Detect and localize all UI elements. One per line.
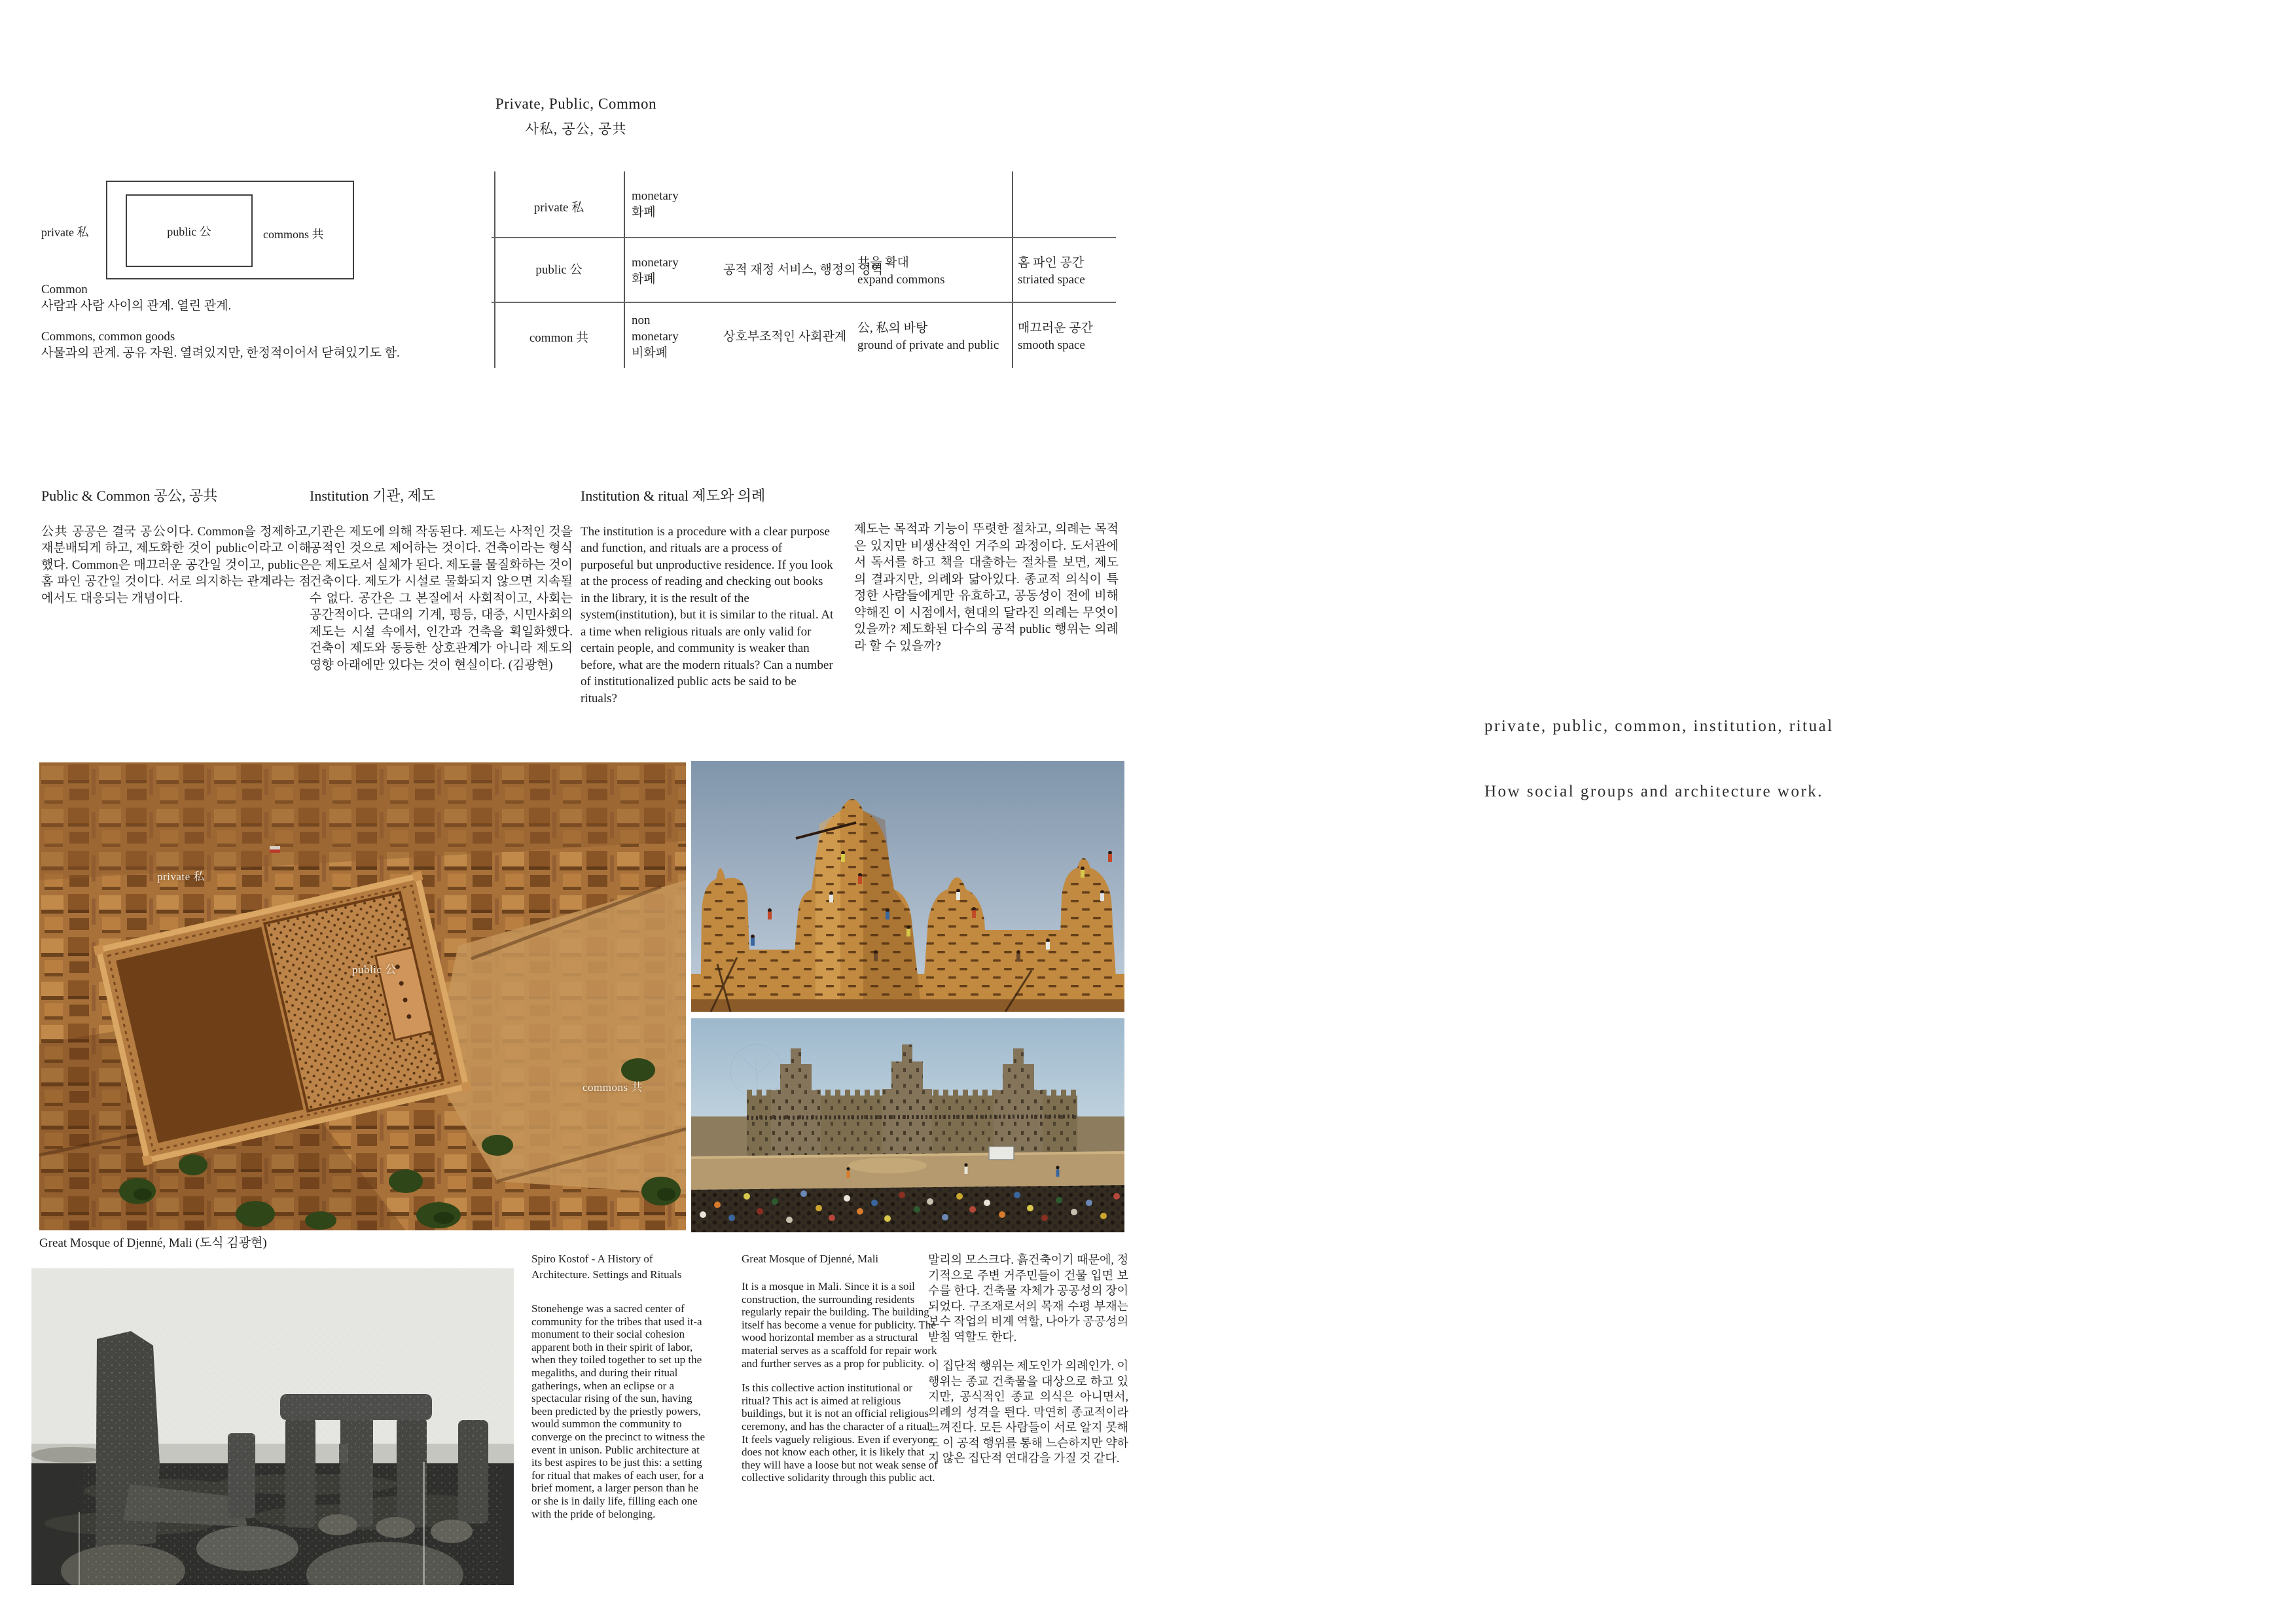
commons-def-body: 사물과의 관계. 공유 자원. 열려있지만, 한정적이어서 닫혀있기도 함.: [41, 346, 400, 360]
cell-line: 매끄러운 공간: [1018, 321, 1093, 335]
page-subtitle: 사私, 공公, 공共: [525, 121, 627, 137]
thesis-note: How social groups and architecture work.: [1484, 783, 1823, 800]
diagram-outer-box: [106, 181, 354, 279]
cell-line: 共을 확대: [857, 256, 909, 270]
stonehenge-photo: [31, 1268, 514, 1585]
bottom-column-djenne-en: [742, 1251, 938, 1496]
bottom-column-kostof: [531, 1251, 707, 1520]
diagram-private-label: private 私: [41, 226, 89, 239]
title-block: [412, 96, 740, 138]
paragraph: 말리의 모스크다. 흙건축이기 때문에, 정기적으로 주변 거주민들이 건물 입면 보수를 한다. 건축물 자체가 공공성의 장이 되었다. 구조재로서의 목재 수평 부재는 보수 작업의 비계 역할, 나아가 공공성의 받침 역할도 한다.: [928, 1253, 1128, 1344]
table-cell-money: [632, 312, 679, 361]
bottom-column-djenne-ko: [928, 1253, 1128, 1480]
cell-line: monetary: [632, 256, 679, 270]
cell-line: 公, 私의 바탕: [857, 321, 928, 335]
table-cell-relation: 공적 재정 서비스, 행정의 영역: [723, 263, 883, 277]
cell-line: 비화폐: [632, 346, 668, 360]
table-vline: [1012, 171, 1013, 368]
white-board: [989, 1147, 1014, 1160]
cell-line: monetary: [632, 330, 679, 344]
replastering-photo-graphic: [691, 761, 1124, 1012]
table-cell-role: [857, 320, 999, 354]
common-def-body: 사람과 사람 사이의 관계. 열린 관계.: [41, 299, 232, 313]
diagram-inner-box: [126, 194, 253, 267]
column-heading: Institution & ritual 제도와 의례: [581, 488, 766, 504]
table-cell-space: [1018, 320, 1093, 354]
column-heading: Institution 기관, 제도: [310, 488, 435, 504]
cell-line: expand commons: [857, 273, 945, 287]
table-cell-role: [857, 255, 945, 289]
column-heading: Great Mosque of Djenné, Mali: [742, 1253, 879, 1265]
cell-line: 홈 파인 공간: [1018, 256, 1085, 270]
column-body: 公共 공공은 결국 공公이다. Common을 정제하고, 재분배되게 하고, 제도화한 것이 public이라고 이해했다. Common은 매끄러운 공간일 것이고, public은 홈 파인 공간일 것이다. 서로 의지하는 관계라는 점에서도 대응되는 개념이다.: [41, 524, 311, 605]
table-cell-money: [632, 188, 679, 221]
table-vline: [624, 171, 625, 368]
table-row-label: common 共: [529, 331, 589, 345]
table-hline: [492, 237, 1116, 238]
keywords-note: private, public, common, institution, ritual: [1484, 717, 1834, 735]
aerial-photo-caption: Great Mosque of Djenné, Mali (도식 김광현): [39, 1236, 267, 1250]
cell-line: 화폐: [632, 205, 656, 219]
diagram-public-label: public 公: [167, 224, 211, 238]
replastering-photo: [691, 761, 1124, 1012]
cell-line: monetary: [632, 189, 679, 203]
table-row-label: private 私: [533, 201, 584, 215]
cell-line: non: [632, 313, 651, 327]
column-body: 기관은 제도에 의해 작동된다. 제도는 사적인 것을 공적인 것으로 제어하는 것이다. 건축이라는 형식은 제도로서 실체가 된다. 제도를 물질화하는 것이 건축이다. 제도가 시설로 물화되지 않으면 지속될 수 없다. 공간은 그 본질에서 사회적이고, 사회는 공간적이다. 근대의 기계, 평등, 대중, 시민사회의 제도는 시설 속에서, 인간과 건축을 획일화했다. 건축이 제도와 동등한 상호관계가 아니라 제도의 영향 아래에만 있다는 것이 현실이다. (김광현): [310, 524, 573, 672]
cell-line: smooth space: [1018, 338, 1085, 352]
table-cell-money: [632, 255, 679, 287]
table-row-label: public 公: [535, 263, 583, 277]
paragraph: Is this collective action institutional or ritual? This act is aimed at religious buildings, but it is not an official religious ceremony, and has the character of a ritual. It feels vaguely religious. Even if everyone does not know each other, it is likely that they will have a loose but not weak sense of collective solidarity through this public act.: [742, 1382, 938, 1484]
aerial-photo-djenne: [39, 762, 686, 1230]
column-public-and-common: [41, 488, 311, 607]
concept-table: [484, 171, 1145, 368]
crowd-photo: [691, 1018, 1124, 1232]
paragraph: 이 집단적 행위는 제도인가 의례인가. 이 행위는 종교 건축물을 대상으로 하고 있지만, 공식적인 종교 의식은 아니면서, 의례의 성격을 띈다. 막연히 종교적이라 느껴진다. 모든 사람들이 서로 알지 못해도 이 공적 행위를 통해 느슨하지만 약하지 않은 집단적 연대감을 가질 것 같다.: [928, 1359, 1128, 1465]
column-body: 제도는 목적과 기능이 뚜렷한 절차고, 의례는 목적은 있지만 비생산적인 거주의 과정이다. 도서관에서 독서를 하고 책을 대출하는 절차를 보면, 제도의 결과지만, 의례와 닮아있다. 종교적 의식이 특정한 사람들에게만 유효하고, 공동성이 전에 비해 약해진 이 시점에서, 현대의 달라진 의례는 무엇이 있을까? 제도화된 다수의 공적 public 행위는 의례라 할 수 있을까?: [854, 522, 1119, 653]
column-body: Stonehenge was a sacred center of community for the tribes that used it-a monument to their social cohesion apparent both in their spirit of labor, when they toiled together to set up the megaliths, and during their ritual gatherings, when an eclipse or a spectacular rising of the sun, having been predicted by the priestly powers, would summon the community to converge on the precinct to witness the event in unison. Public architecture at its best aspires to be just this: a setting for ritual that makes of each user, for a brief moment, a larger person than he or she is in daily life, filling each one with the pride of belonging.: [531, 1302, 705, 1520]
paragraph: It is a mosque in Mali. Since it is a soil construction, the surrounding residents regularly repair the building. The building itself has become a venue for publicity. The wood horizontal member as a structural material serves as a scaffold for repair work and further serves as a prop for publicity.: [742, 1280, 937, 1370]
diagram-definitions: [41, 281, 486, 361]
cell-line: ground of private and public: [857, 338, 999, 352]
common-def-title: Common: [41, 283, 88, 296]
column-institution-ritual-korean: [854, 521, 1119, 654]
diagram-commons-label: commons 共: [263, 228, 324, 241]
stonehenge-photo-graphic: [31, 1268, 514, 1585]
cell-line: 화폐: [632, 272, 656, 286]
aerial-photo-graphic: [39, 762, 686, 1230]
commons-def-title: Commons, common goods: [41, 330, 175, 344]
table-cell-space: [1018, 255, 1085, 289]
photo-label-private: private 私: [157, 870, 205, 883]
column-institution: [310, 488, 573, 673]
column-body: The institution is a procedure with a clear purpose and function, and rituals are a process of purposeful but unproductive residence. If you look at the process of reading and checking out books in the library, it is the result of the system(institution), but it is similar to the ritual. At a time when religious rituals are only valid for certain people, and community is weaker than before, what are the modern rituals? Can a number of institutionalized public acts be said to be rituals?: [581, 524, 834, 705]
table-hline: [492, 302, 1116, 303]
photo-label-public: public 公: [352, 963, 397, 976]
photo-label-commons: commons 共: [583, 1081, 643, 1094]
page-title: Private, Public, Common: [495, 96, 657, 112]
crowd-photo-graphic: [691, 1018, 1124, 1232]
flag-mark: [270, 846, 280, 853]
source-heading: Spiro Kostof - A History of Architecture. Settings and Rituals: [531, 1253, 682, 1281]
cell-line: striated space: [1018, 273, 1085, 287]
column-institution-ritual: [581, 488, 834, 707]
column-heading: Public & Common 공公, 공共: [41, 488, 218, 504]
table-cell-relation: 상호부조적인 사회관계: [723, 330, 847, 344]
